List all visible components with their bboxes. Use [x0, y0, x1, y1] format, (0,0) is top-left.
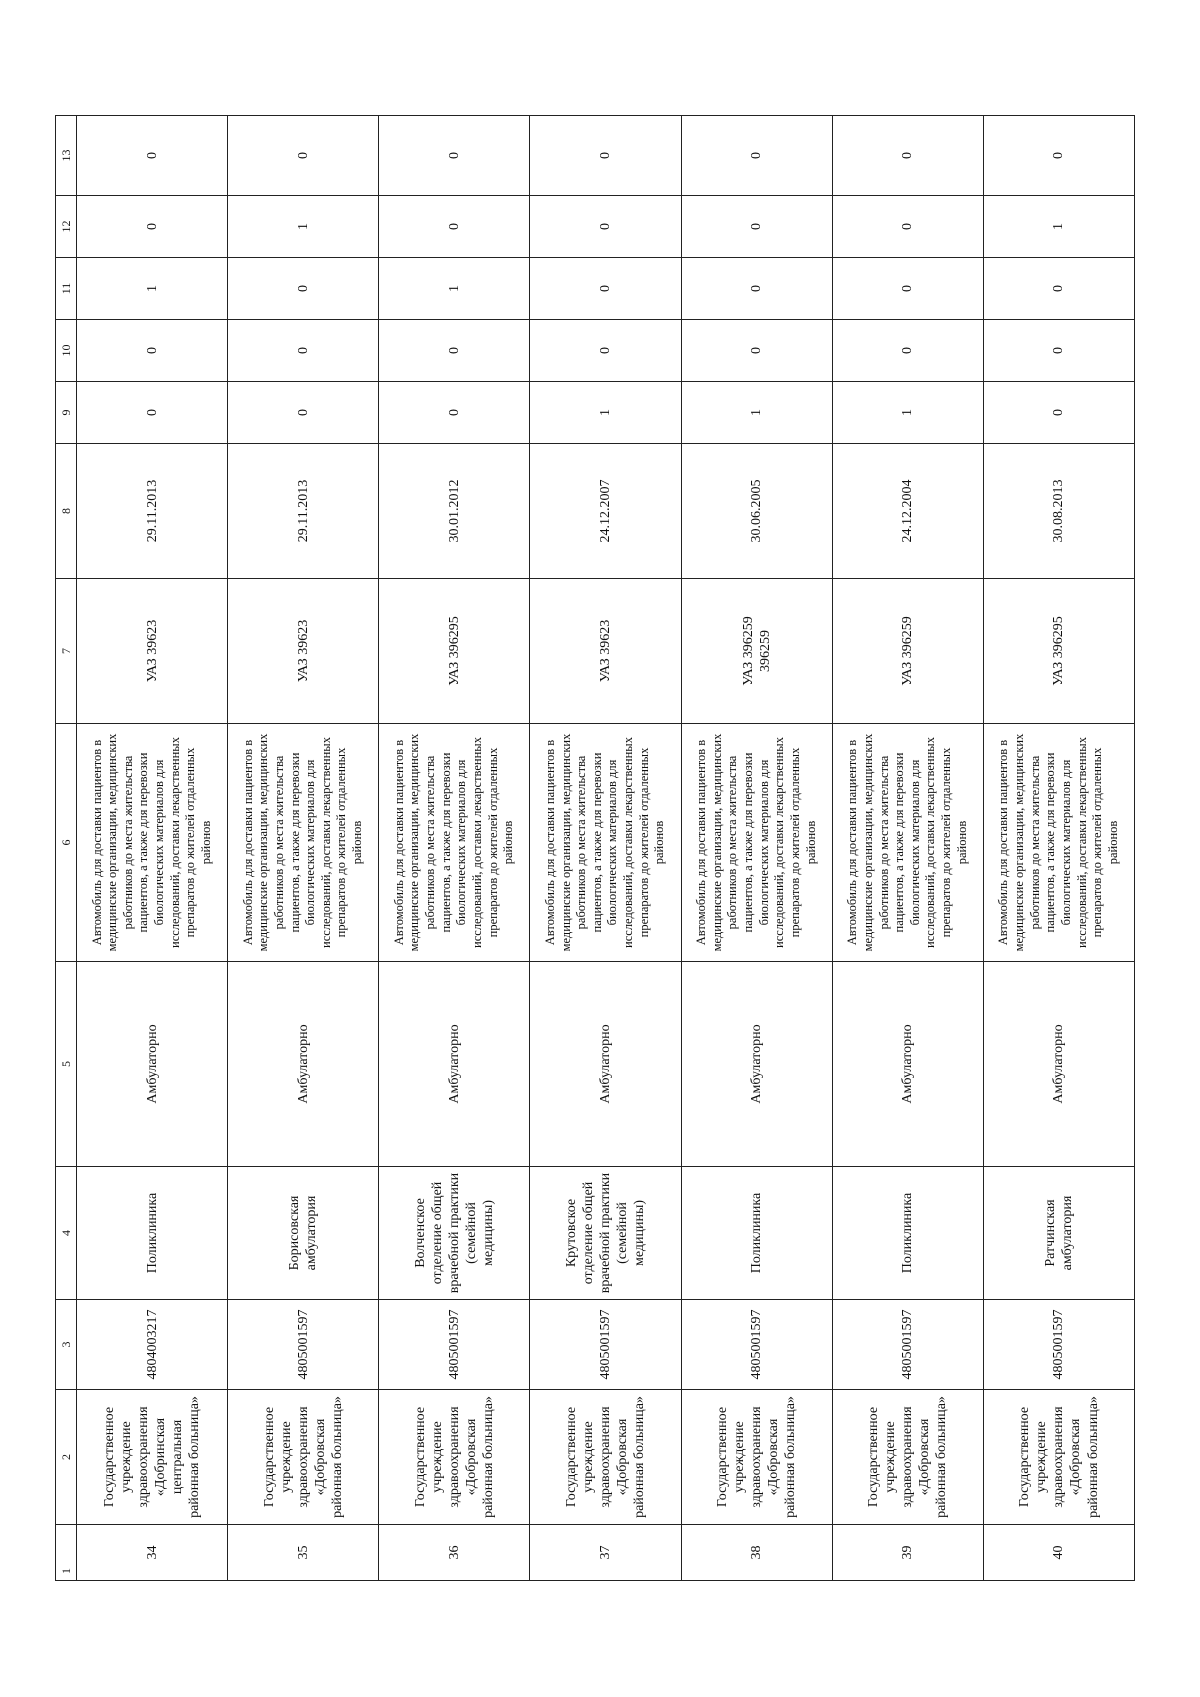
column-number: 10 [56, 320, 77, 382]
count-cell-10: 0 [379, 320, 530, 382]
column-number: 6 [56, 724, 77, 962]
vehicle-model-cell: УАЗ 396295 [983, 579, 1134, 724]
count-cell-9: 0 [379, 382, 530, 444]
organization-cell: Государственное учреждение здравоохранения «Добровская районная больница» [379, 1390, 530, 1525]
column-number: 11 [56, 258, 77, 320]
table-row [530, 116, 681, 1581]
inn-cell: 4805001597 [530, 1300, 681, 1390]
department-cell: Волченское отделение общей врачебной практики (семейной медицины) [379, 1167, 530, 1300]
inn-cell: 4805001597 [983, 1300, 1134, 1390]
column-number: 7 [56, 579, 77, 724]
count-cell-10: 0 [681, 320, 832, 382]
row-number-cell: 40 [983, 1525, 1134, 1581]
row-number-cell: 35 [228, 1525, 379, 1581]
count-cell-9: 1 [832, 382, 983, 444]
column-number: 4 [56, 1167, 77, 1300]
acquisition-date-cell: 30.01.2012 [379, 444, 530, 579]
care-type-cell: Амбулаторно [530, 962, 681, 1167]
count-cell-12: 1 [228, 196, 379, 258]
purpose-cell: Автомобиль для доставки пациентов в медицинские организации, медицинских работников до места жительства пациентов, а также для перевозки биологических материалов для исследований, доставки лекарственных препаратов до жителей отдаленных районов [77, 724, 228, 962]
row-number-cell: 36 [379, 1525, 530, 1581]
department-cell: Ратчинская амбулатория [983, 1167, 1134, 1300]
column-number: 3 [56, 1300, 77, 1390]
column-number: 9 [56, 382, 77, 444]
table-body [56, 116, 1135, 1581]
organization-cell: Государственное учреждение здравоохранения «Добринская центральная районная больница» [77, 1390, 228, 1525]
care-type-cell: Амбулаторно [379, 962, 530, 1167]
care-type-cell: Амбулаторно [228, 962, 379, 1167]
count-cell-11: 0 [983, 258, 1134, 320]
count-cell-11: 0 [832, 258, 983, 320]
table-row [379, 116, 530, 1581]
count-cell-9: 1 [681, 382, 832, 444]
table-row [832, 116, 983, 1581]
count-cell-13: 0 [379, 116, 530, 196]
column-number: 13 [56, 116, 77, 196]
vehicle-model-cell: УАЗ 396259 396259 [681, 579, 832, 724]
column-number: 12 [56, 196, 77, 258]
vehicle-model-cell: УАЗ 396259 [832, 579, 983, 724]
department-cell: Крутовское отделение общей врачебной практики (семейной медицины) [530, 1167, 681, 1300]
count-cell-12: 0 [832, 196, 983, 258]
care-type-cell: Амбулаторно [681, 962, 832, 1167]
organization-cell: Государственное учреждение здравоохранения «Добровская районная больница» [983, 1390, 1134, 1525]
row-number-cell: 37 [530, 1525, 681, 1581]
purpose-cell: Автомобиль для доставки пациентов в медицинские организации, медицинских работников до места жительства пациентов, а также для перевозки биологических материалов для исследований, доставки лекарственных препаратов до жителей отдаленных районов [228, 724, 379, 962]
table-row [228, 116, 379, 1581]
acquisition-date-cell: 30.08.2013 [983, 444, 1134, 579]
count-cell-12: 0 [681, 196, 832, 258]
count-cell-10: 0 [530, 320, 681, 382]
organization-cell: Государственное учреждение здравоохранения «Добровская районная больница» [832, 1390, 983, 1525]
department-cell: Поликлиника [832, 1167, 983, 1300]
count-cell-13: 0 [832, 116, 983, 196]
row-number-cell: 39 [832, 1525, 983, 1581]
count-cell-10: 0 [77, 320, 228, 382]
count-cell-10: 0 [228, 320, 379, 382]
row-number-cell: 38 [681, 1525, 832, 1581]
table-row [77, 116, 228, 1581]
count-cell-13: 0 [228, 116, 379, 196]
care-type-cell: Амбулаторно [983, 962, 1134, 1167]
care-type-cell: Амбулаторно [832, 962, 983, 1167]
count-cell-13: 0 [530, 116, 681, 196]
count-cell-9: 0 [77, 382, 228, 444]
count-cell-9: 1 [530, 382, 681, 444]
inn-cell: 4805001597 [832, 1300, 983, 1390]
organization-cell: Государственное учреждение здравоохранения «Добровская районная больница» [681, 1390, 832, 1525]
acquisition-date-cell: 29.11.2013 [228, 444, 379, 579]
inn-cell: 4805001597 [228, 1300, 379, 1390]
acquisition-date-cell: 24.12.2004 [832, 444, 983, 579]
count-cell-12: 0 [530, 196, 681, 258]
count-cell-9: 0 [228, 382, 379, 444]
count-cell-13: 0 [77, 116, 228, 196]
count-cell-12: 1 [983, 196, 1134, 258]
acquisition-date-cell: 24.12.2007 [530, 444, 681, 579]
care-type-cell: Амбулаторно [77, 962, 228, 1167]
purpose-cell: Автомобиль для доставки пациентов в медицинские организации, медицинских работников до места жительства пациентов, а также для перевозки биологических материалов для исследований, доставки лекарственных препаратов до жителей отдаленных районов [832, 724, 983, 962]
acquisition-date-cell: 29.11.2013 [77, 444, 228, 579]
table-row [681, 116, 832, 1581]
vehicle-model-cell: УАЗ 39623 [228, 579, 379, 724]
column-number-row [56, 116, 77, 1581]
vehicle-model-cell: УАЗ 396295 [379, 579, 530, 724]
count-cell-11: 0 [228, 258, 379, 320]
count-cell-13: 0 [681, 116, 832, 196]
purpose-cell: Автомобиль для доставки пациентов в медицинские организации, медицинских работников до места жительства пациентов, а также для перевозки биологических материалов для исследований, доставки лекарственных препаратов до жителей отдаленных районов [530, 724, 681, 962]
count-cell-11: 0 [530, 258, 681, 320]
column-number: 8 [56, 444, 77, 579]
organization-cell: Государственное учреждение здравоохранения «Добровская районная больница» [228, 1390, 379, 1525]
purpose-cell: Автомобиль для доставки пациентов в медицинские организации, медицинских работников до места жительства пациентов, а также для перевозки биологических материалов для исследований, доставки лекарственных препаратов до жителей отдаленных районов [681, 724, 832, 962]
inn-cell: 4805001597 [379, 1300, 530, 1390]
purpose-cell: Автомобиль для доставки пациентов в медицинские организации, медицинских работников до места жительства пациентов, а также для перевозки биологических материалов для исследований, доставки лекарственных препаратов до жителей отдаленных районов [379, 724, 530, 962]
acquisition-date-cell: 30.06.2005 [681, 444, 832, 579]
column-number: 5 [56, 962, 77, 1167]
vehicle-model-cell: УАЗ 39623 [77, 579, 228, 724]
column-number: 2 [56, 1390, 77, 1525]
count-cell-9: 0 [983, 382, 1134, 444]
organization-cell: Государственное учреждение здравоохранения «Добровская районная больница» [530, 1390, 681, 1525]
department-cell: Поликлиника [77, 1167, 228, 1300]
count-cell-11: 1 [77, 258, 228, 320]
department-cell: Борисовская амбулатория [228, 1167, 379, 1300]
inn-cell: 4804003217 [77, 1300, 228, 1390]
count-cell-13: 0 [983, 116, 1134, 196]
count-cell-12: 0 [379, 196, 530, 258]
vehicle-model-cell: УАЗ 39623 [530, 579, 681, 724]
table-row [983, 116, 1134, 1581]
purpose-cell: Автомобиль для доставки пациентов в медицинские организации, медицинских работников до места жительства пациентов, а также для перевозки биологических материалов для исследований, доставки лекарственных препаратов до жителей отдаленных районов [983, 724, 1134, 962]
count-cell-10: 0 [983, 320, 1134, 382]
vehicle-table [55, 115, 1135, 1581]
department-cell: Поликлиника [681, 1167, 832, 1300]
row-number-cell: 34 [77, 1525, 228, 1581]
count-cell-11: 1 [379, 258, 530, 320]
inn-cell: 4805001597 [681, 1300, 832, 1390]
column-number: 1 [56, 1525, 77, 1581]
count-cell-11: 0 [681, 258, 832, 320]
count-cell-10: 0 [832, 320, 983, 382]
count-cell-12: 0 [77, 196, 228, 258]
